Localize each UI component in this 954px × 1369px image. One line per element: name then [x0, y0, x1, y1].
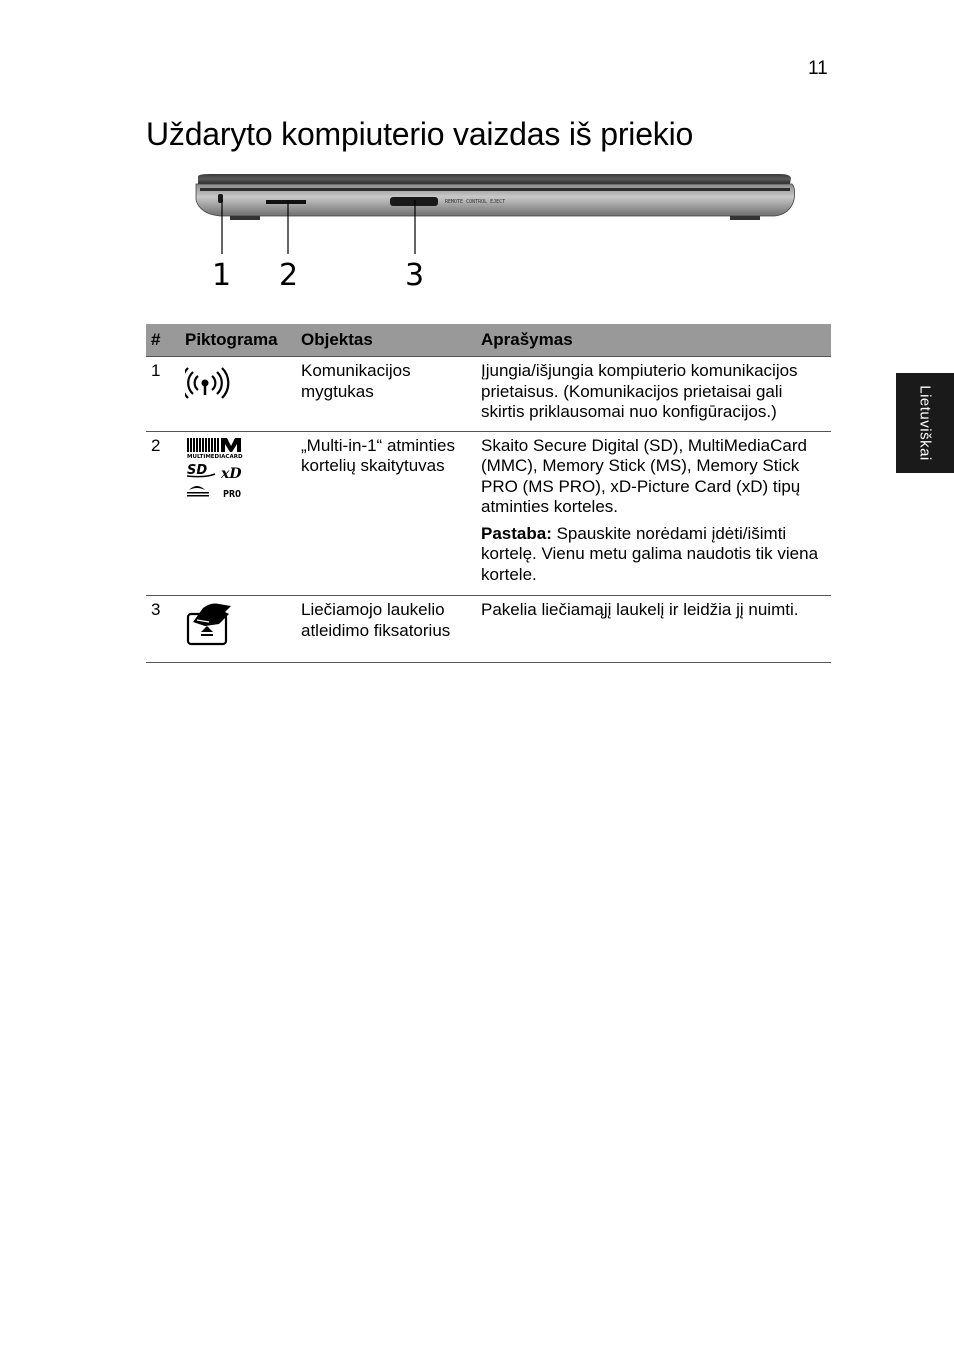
laptop-lid [198, 174, 791, 184]
pro-label: PRO [223, 488, 242, 500]
card-slot [266, 200, 306, 204]
row-note [481, 524, 826, 586]
language-tab-label: Lietuviškai [916, 385, 934, 461]
callout-1: 1 [212, 258, 232, 293]
header-object: Objektas [296, 324, 476, 357]
laptop-seam [200, 188, 790, 191]
language-tab [896, 373, 954, 473]
note-text: Spauskite norėdami įdėti/išimti kortelę. Vienu metu galima naudotis tik viena kortele. [481, 523, 819, 584]
port-label: REMOTE CONTROL EJECT [445, 199, 506, 205]
table-header-row [146, 324, 831, 357]
table-row [146, 357, 831, 432]
wireless-icon [185, 361, 255, 409]
row-object: Komunikacijos mygtukas [296, 357, 476, 432]
row-icon-cell [180, 596, 296, 663]
page-title: Uždaryto kompiuterio vaizdas iš priekio [146, 116, 694, 152]
row-icon-cell [180, 431, 296, 596]
row-object: Liečiamojo laukelio atleidimo fiksatorius [296, 596, 476, 663]
row-number: 3 [146, 596, 180, 663]
row-description: Įjungia/išjungia kompiuterio komunikacijos prietaisus. (Komunikacijos prietaisai gali skirtis priklausomai nuo konfigūracijos.) [476, 357, 831, 432]
header-icon: Piktograma [180, 324, 296, 357]
card-reader-icon [185, 436, 255, 500]
row-number: 1 [146, 357, 180, 432]
mmc-label: MULTIMEDIACARD [187, 453, 243, 460]
table-row [146, 596, 831, 663]
touchpad-eject-icon [185, 600, 255, 648]
callout-3: 3 [405, 258, 425, 293]
touchpad-latch [390, 197, 438, 206]
sd-logo-text: SD [187, 462, 208, 478]
row-description: Pakelia liečiamąjį laukelį ir leidžia jį nuimti. [476, 596, 831, 663]
note-label: Pastaba: [481, 523, 552, 543]
row-description-cell [476, 431, 831, 596]
row-icon-cell [180, 357, 296, 432]
header-description: Aprašymas [476, 324, 831, 357]
row-description: Skaito Secure Digital (SD), MultiMediaCard (MMC), Memory Stick (MS), Memory Stick PRO (MS PRO), xD-Picture Card (xD) tipų atminties korteles. [481, 435, 807, 516]
foot-right [730, 216, 760, 220]
table-row [146, 431, 831, 596]
callout-2: 2 [279, 258, 299, 293]
foot-left [230, 216, 260, 220]
header-number: # [146, 324, 180, 357]
components-table [146, 324, 831, 663]
row-object: „Multi-in-1“ atminties kortelių skaitytuvas [296, 431, 476, 596]
page-number: 11 [808, 58, 828, 79]
row-number: 2 [146, 431, 180, 596]
xd-logo-text: xD [221, 465, 242, 482]
